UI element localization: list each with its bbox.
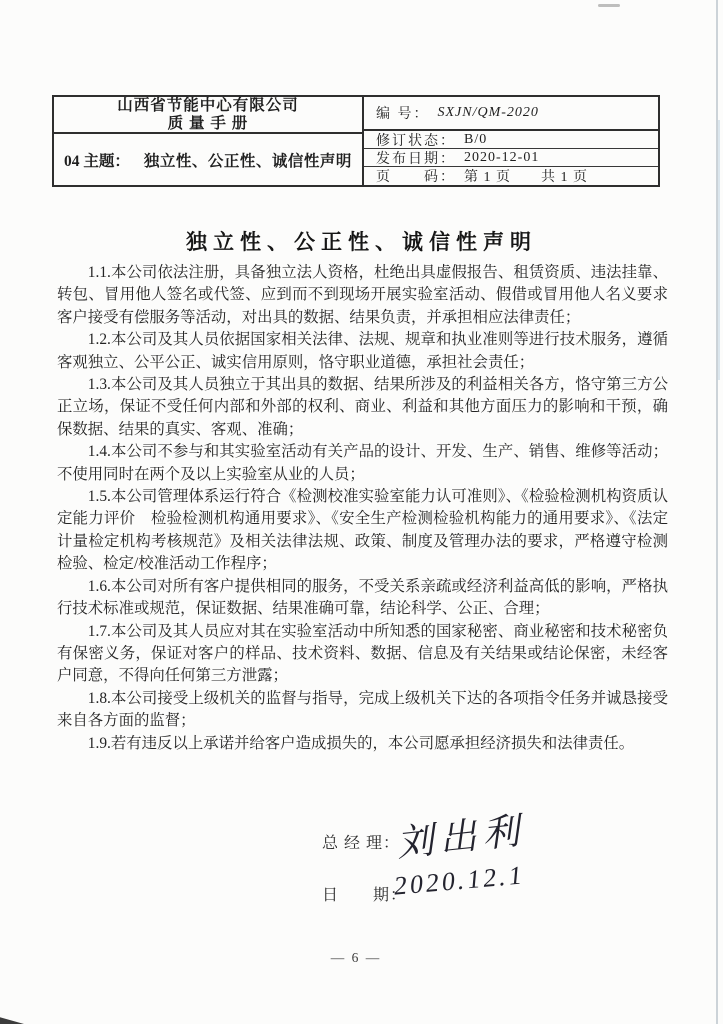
- paragraph-1-7: 1.7.本公司及其人员应对其在实验室活动中所知悉的国家秘密、商业秘密和技术秘密负有保密义务，保证对客户的样品、技术资料、数据、信息及有关结果或结论保密，未经客户同意，不得向任何第三方泄露；: [57, 622, 668, 685]
- doc-number-label: 编 号：: [376, 107, 430, 122]
- document-header-table: [52, 95, 660, 187]
- page-code-value: 第 1 页 共 1 页: [464, 170, 588, 185]
- doc-number-row: [364, 97, 658, 131]
- issue-date-row: [364, 149, 658, 167]
- page-code-row: [364, 167, 658, 185]
- paragraph-1-5: 1.5.本公司管理体系运行符合《检测校准实验室能力认可准则》、《检验检测机构资质认定能力评价 检验检测机构通用要求》、《安全生产检测检验机构能力的通用要求》、《法定计量检定机构考核规范》及相关法律法规、政策、制度及管理办法的要求，严格遵守检测检验、检定/校准活动工作程序；: [57, 488, 668, 573]
- paragraph-1-9: 1.9.若有违反以上承诺并给客户造成损失的，本公司愿承担经济损失和法律责任。: [87, 734, 635, 752]
- paragraph-1-8: 1.8.本公司接受上级机关的监督与指导，完成上级机关下达的各项指令任务并诚恳接受来自各方面的监督；: [57, 689, 668, 730]
- general-manager-label: 总 经 理：: [322, 835, 401, 852]
- header-right-column: [364, 97, 658, 185]
- paragraph-1-2: 1.2.本公司及其人员依据国家相关法律、法规、规章和执业准则等进行技术服务，遵循客观独立、公平公正、诚实信用原则，恪守职业道德，承担社会责任；: [57, 331, 668, 371]
- signature-block: [322, 809, 662, 916]
- company-name: 山西省节能中心有限公司: [117, 96, 299, 114]
- subject-label: 04 主题：: [64, 152, 130, 170]
- paragraph-1-3: 1.3.本公司及其人员独立于其出具的数据、结果所涉及的利益相关各方，恪守第三方公正立场，保证不受任何内部和外部的权利、商业、利益和其他方面压力的影响和干预，确保数据、结果的真实、客观、准确；: [57, 376, 668, 438]
- revision-status-value: B/0: [464, 131, 488, 147]
- subject-cell: [54, 134, 362, 185]
- handwritten-date: 2020.12.1: [393, 860, 527, 901]
- date-label: 日 期：: [322, 887, 408, 904]
- scan-speck: [598, 4, 620, 7]
- subject-value: 独立性、公正性、诚信性声明: [143, 152, 352, 170]
- header-left-column: [54, 97, 364, 185]
- company-cell: [54, 97, 362, 134]
- declaration-body: [57, 262, 668, 755]
- revision-status-label: 修订状态：: [376, 133, 456, 149]
- general-manager-signature: 刘出利: [396, 809, 531, 866]
- paragraph-1-1: 1.1.本公司依法注册，具备独立法人资格，杜绝出具虚假报告、租赁资质、违法挂靠、转包、冒用他人签名或代签、应到而不到现场开展实验室活动、假借或冒用他人名义要求客户接受有偿服务等活动，对出具的数据、结果负责，并承担相应法律责任；: [57, 264, 668, 326]
- page-number: — 6 —: [330, 950, 382, 965]
- document-title: 独立性、公正性、诚信性声明: [186, 230, 537, 254]
- issue-date-value: 2020-12-01: [464, 149, 540, 165]
- doc-number-value: SXJN/QM-2020: [437, 105, 539, 120]
- date-row: [322, 860, 662, 916]
- general-manager-row: [322, 809, 662, 866]
- issue-date-label: 发布日期：: [376, 151, 456, 167]
- revision-status-row: [364, 131, 658, 149]
- paragraph-1-6: 1.6.本公司对所有客户提供相同的服务，不受关系亲疏或经济利益高低的影响，严格执行技术标准或规范，保证数据、结果准确可靠，结论科学、公正、合理；: [57, 577, 668, 618]
- paragraph-1-4: 1.4.本公司不参与和其实验室活动有关产品的设计、开发、生产、销售、维修等活动；不使用同时在两个及以上实验室从业的人员；: [57, 443, 668, 483]
- manual-title: 质 量 手 册: [167, 114, 249, 132]
- scan-corner-mark: [0, 1016, 24, 1024]
- page-code-label: 页 码：: [376, 170, 456, 185]
- scan-edge-right-tint: [718, 120, 720, 380]
